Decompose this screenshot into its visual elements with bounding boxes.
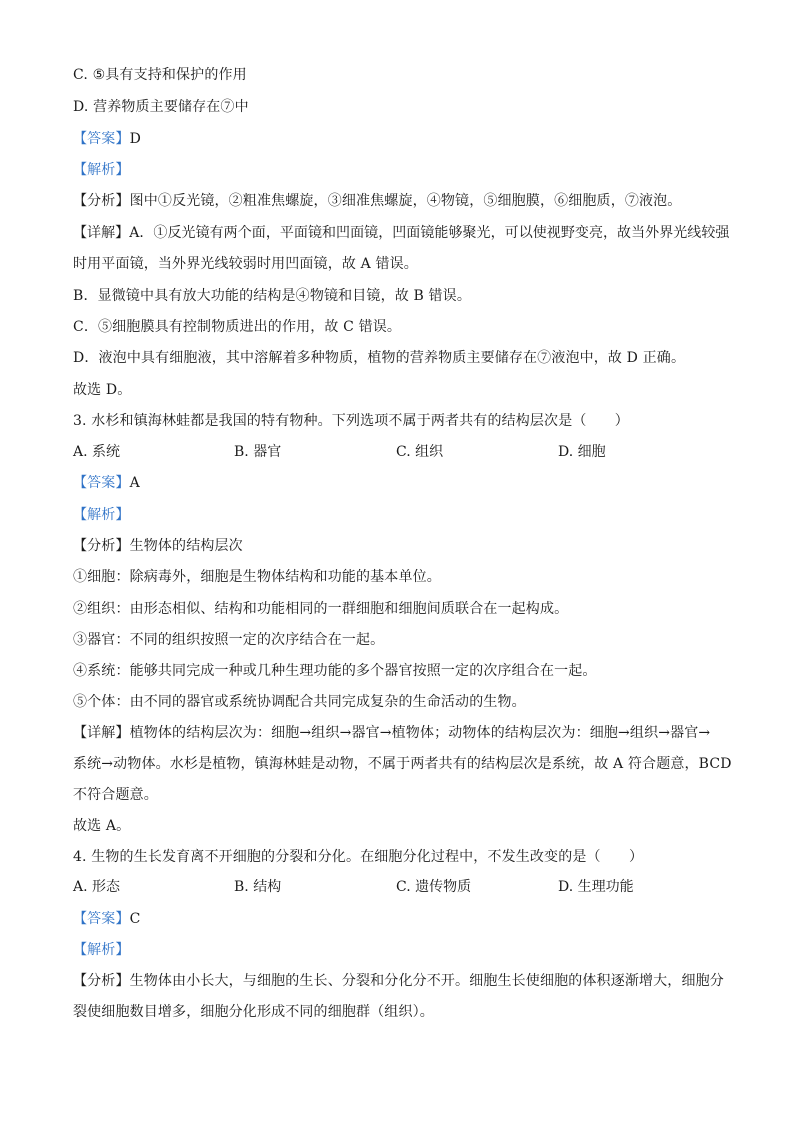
q3-detail-line1 — [73, 723, 733, 743]
q2-fenxi — [73, 191, 733, 211]
answer-tag: 【答案】 — [73, 131, 130, 147]
q3-option-d: D. 细胞 — [558, 444, 606, 460]
detail-tag: 【详解】 — [73, 225, 130, 241]
q3-detail-line2: 系统→动物体。水杉是植物，镇海林蛙是动物，不属于两者共有的结构层次是系统，故 A 符合题意，BCD — [73, 756, 732, 772]
q3-option-b: B. 器官 — [234, 444, 282, 460]
fenxi-text: 图中①反光镜，②粗准焦螺旋，③细准焦螺旋，④物镜，⑤细胞膜，⑥细胞质，⑦液泡。 — [129, 193, 682, 209]
analysis-tag: 【解析】 — [73, 162, 130, 178]
analysis-tag: 【解析】 — [73, 942, 130, 958]
q4-option-d: D. 生理功能 — [558, 879, 634, 895]
q2-detail-b: B．显微镜中具有放大功能的结构是④物镜和目镜，故 B 错误。 — [73, 288, 471, 304]
q3-point-4: ④系统：能够共同完成一种或几种生理功能的多个器官按照一定的次序组合在一起。 — [73, 663, 597, 679]
q3-point-2: ②组织：由形态相似、结构和功能相同的一群细胞和细胞间质联合在一起构成。 — [73, 601, 569, 617]
q3-point-1: ①细胞：除病毒外，细胞是生物体结构和功能的基本单位。 — [73, 569, 441, 585]
q4-option-a: A. 形态 — [73, 879, 121, 895]
q3-detail-line3: 不符合题意。 — [73, 787, 158, 803]
q4-fenxi-line1 — [73, 971, 733, 991]
q3-options — [73, 442, 733, 462]
q3-point-3: ③器官：不同的组织按照一定的次序结合在一起。 — [73, 632, 385, 648]
detail-text: 植物体的结构层次为：细胞→组织→器官→植物体；动物体的结构层次为：细胞→组织→器官→ — [129, 725, 711, 741]
q3-option-a: A. 系统 — [73, 444, 121, 460]
q2-analysis-heading — [73, 160, 733, 180]
answer-value: C — [129, 911, 141, 927]
q3-conclusion: 故选 A。 — [73, 818, 131, 834]
q4-stem: 4. 生物的生长发育离不开细胞的分裂和分化。在细胞分化过程中，不发生改变的是（ ） — [73, 849, 644, 865]
q4-answer — [73, 909, 733, 929]
q2-detail-c: C．⑤细胞膜具有控制物质进出的作用，故 C 错误。 — [73, 319, 402, 335]
fenxi-tag: 【分析】 — [73, 973, 130, 989]
q2-detail-d: D．液泡中具有细胞液，其中溶解着多种物质，植物的营养物质主要储存在⑦液泡中，故 D 正确。 — [73, 350, 686, 366]
q3-answer — [73, 473, 733, 493]
q2-option-d: D. 营养物质主要储存在⑦中 — [73, 99, 249, 115]
answer-value: A — [129, 475, 140, 491]
analysis-tag: 【解析】 — [73, 507, 130, 523]
q2-answer — [73, 129, 733, 149]
q4-option-c: C. 遗传物质 — [396, 879, 472, 895]
q2-option-c: C. ⑤具有支持和保护的作用 — [73, 67, 247, 83]
q3-stem: 3. 水杉和镇海林蛙都是我国的特有物种。下列选项不属于两者共有的结构层次是（ ） — [73, 413, 629, 429]
q2-detail-a-line1 — [73, 223, 733, 243]
q4-option-b: B. 结构 — [234, 879, 282, 895]
q4-fenxi-line2: 裂使细胞数目增多，细胞分化形成不同的细胞群（组织）。 — [73, 1004, 434, 1020]
fenxi-tag: 【分析】 — [73, 538, 130, 554]
detail-tag: 【详解】 — [73, 725, 130, 741]
answer-value: D — [129, 131, 141, 147]
q3-analysis-heading — [73, 505, 733, 525]
answer-tag: 【答案】 — [73, 475, 130, 491]
fenxi-tag: 【分析】 — [73, 193, 130, 209]
q2-detail-a-line2: 时用平面镜，当外界光线较弱时用凹面镜，故 A 错误。 — [73, 256, 418, 272]
fenxi-text: 生物体由小长大，与细胞的生长、分裂和分化分不开。细胞生长使细胞的体积逐渐增大，细胞分 — [129, 973, 724, 989]
q3-fenxi — [73, 536, 733, 556]
answer-tag: 【答案】 — [73, 911, 130, 927]
detail-text: A．①反光镜有两个面，平面镜和凹面镜，凹面镜能够聚光，可以使视野变亮，故当外界光线较强 — [129, 225, 730, 241]
fenxi-text: 生物体的结构层次 — [129, 538, 243, 554]
q4-analysis-heading — [73, 940, 733, 960]
q4-options — [73, 877, 733, 897]
q2-conclusion: 故选 D。 — [73, 382, 132, 398]
q3-point-5: ⑤个体：由不同的器官或系统协调配合共同完成复杂的生命活动的生物。 — [73, 694, 526, 710]
q3-option-c: C. 组织 — [396, 444, 444, 460]
